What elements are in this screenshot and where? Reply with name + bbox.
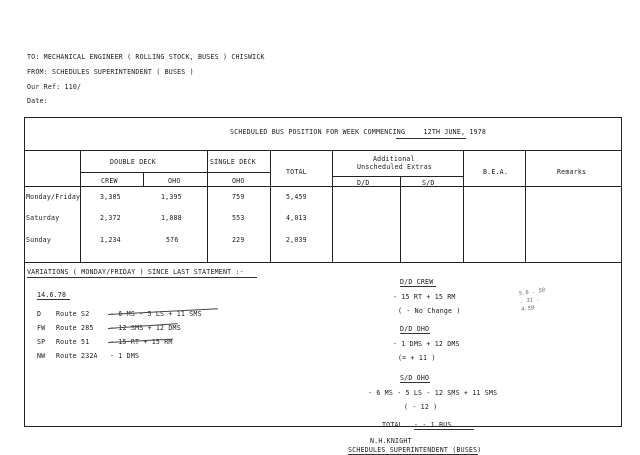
grid-line (463, 150, 464, 262)
sd-oho-underline (400, 382, 430, 383)
dd-oho-note: (= + 11 ) (398, 354, 436, 362)
dd-oho-underline (400, 333, 430, 334)
header-double-deck: DOUBLE DECK (110, 158, 156, 166)
signature-title: SCHEDULES SUPERINTENDENT (BUSES) (348, 446, 482, 454)
variations-date-underline (37, 299, 70, 300)
dd-crew-underline (400, 286, 436, 287)
route-number: Route S2 (56, 310, 90, 318)
row-single: 759 (232, 193, 245, 201)
header-additional: Additional (373, 155, 415, 163)
memo-ref: Our Ref: 110/ (27, 83, 82, 91)
grid-line (400, 176, 401, 262)
subheader-dd: D/D (357, 179, 370, 187)
subheader-sd: S/D (422, 179, 435, 187)
row-crew: 3,305 (100, 193, 121, 201)
header-bea: B.E.A. (483, 168, 509, 176)
row-oho: 1,088 (161, 214, 182, 222)
grid-line (332, 176, 463, 177)
title-date-underline (396, 138, 466, 139)
route-garage-code: FW (37, 324, 46, 332)
grid-line (143, 172, 144, 186)
handwritten-margin-note: 5.6 . 58 . 31 . 4.59 (518, 287, 546, 313)
signature-name: N.H.KNIGHT (370, 437, 412, 445)
subheader-crew: CREW (101, 177, 118, 185)
header-single-deck: SINGLE DECK (210, 158, 256, 166)
route-garage-code: D (37, 310, 42, 318)
memo-from: FROM: SCHEDULES SUPERINTENDENT ( BUSES ) (27, 68, 194, 76)
grid-line (270, 150, 271, 262)
grid-line (80, 150, 81, 262)
row-oho: 1,395 (161, 193, 182, 201)
route-number: Route 51 (56, 338, 90, 346)
memo-to: TO: MECHANICAL ENGINEER ( ROLLING STOCK, BUSES ) CHISWICK (27, 53, 265, 61)
dd-oho-label: D/D OHO (400, 325, 430, 333)
row-crew: 1,234 (100, 236, 121, 244)
header-remarks: Remarks (557, 168, 587, 176)
subheader-single-oho: OHO (232, 177, 245, 185)
route-number: Route 232A (56, 352, 98, 360)
grid-line (80, 172, 270, 173)
title-divider (24, 150, 622, 151)
variations-heading-underline (27, 277, 257, 278)
grid-line (24, 262, 622, 263)
sd-oho-note: ( - 12 ) (404, 403, 438, 411)
grid-line (332, 150, 333, 262)
route-garage-code: NW (37, 352, 46, 360)
row-crew: 2,372 (100, 214, 121, 222)
row-total: 5,459 (286, 193, 307, 201)
row-single: 553 (232, 214, 245, 222)
row-day: Sunday (26, 236, 52, 244)
header-unscheduled-extras: Unscheduled Extras (357, 163, 433, 171)
sd-oho-label: S/D OHO (400, 374, 430, 382)
route-change: - 12 SMS + 12 DMS (110, 324, 181, 332)
total-label: TOTAL (382, 421, 403, 429)
total-value: - - 1 BUS (414, 421, 452, 429)
variations-date: 14.6.78 (37, 291, 67, 299)
dd-crew-note: ( - No Change ) (398, 307, 461, 315)
route-change: - 6 MS - 5 LS + 11 SMS (110, 310, 202, 318)
row-oho: 576 (166, 236, 179, 244)
total-underline (414, 429, 474, 430)
row-single: 229 (232, 236, 245, 244)
title-date: 12TH JUNE, 1978 (423, 128, 487, 136)
grid-line (525, 150, 526, 262)
dd-oho-value: - 1 DMS + 12 DMS (393, 340, 460, 348)
subheader-oho: OHO (168, 177, 181, 185)
row-total: 2,039 (286, 236, 307, 244)
memo-date: Date: (27, 97, 48, 105)
dd-crew-label: D/D CREW (400, 278, 434, 286)
dd-crew-value: - 15 RT + 15 RM (393, 293, 456, 301)
row-day: Monday/Friday (26, 193, 81, 201)
route-change: - 1 DMS (110, 352, 140, 360)
variations-heading: VARIATIONS ( MONDAY/FRIDAY ) SINCE LAST STATEMENT :- (27, 268, 244, 276)
sd-oho-value: - 6 MS - 5 LS - 12 SMS + 11 SMS (368, 389, 498, 397)
grid-line (207, 150, 208, 262)
table-title: SCHEDULED BUS POSITION FOR WEEK COMMENCING 12TH JUNE, 1978 (230, 128, 487, 136)
row-total: 4,013 (286, 214, 307, 222)
route-change: - 15 RT + 15 RM (110, 338, 173, 346)
grid-line (24, 186, 622, 187)
route-number: Route 285 (56, 324, 94, 332)
header-total: TOTAL (286, 168, 307, 176)
route-garage-code: SP (37, 338, 46, 346)
row-day: Saturday (26, 214, 60, 222)
